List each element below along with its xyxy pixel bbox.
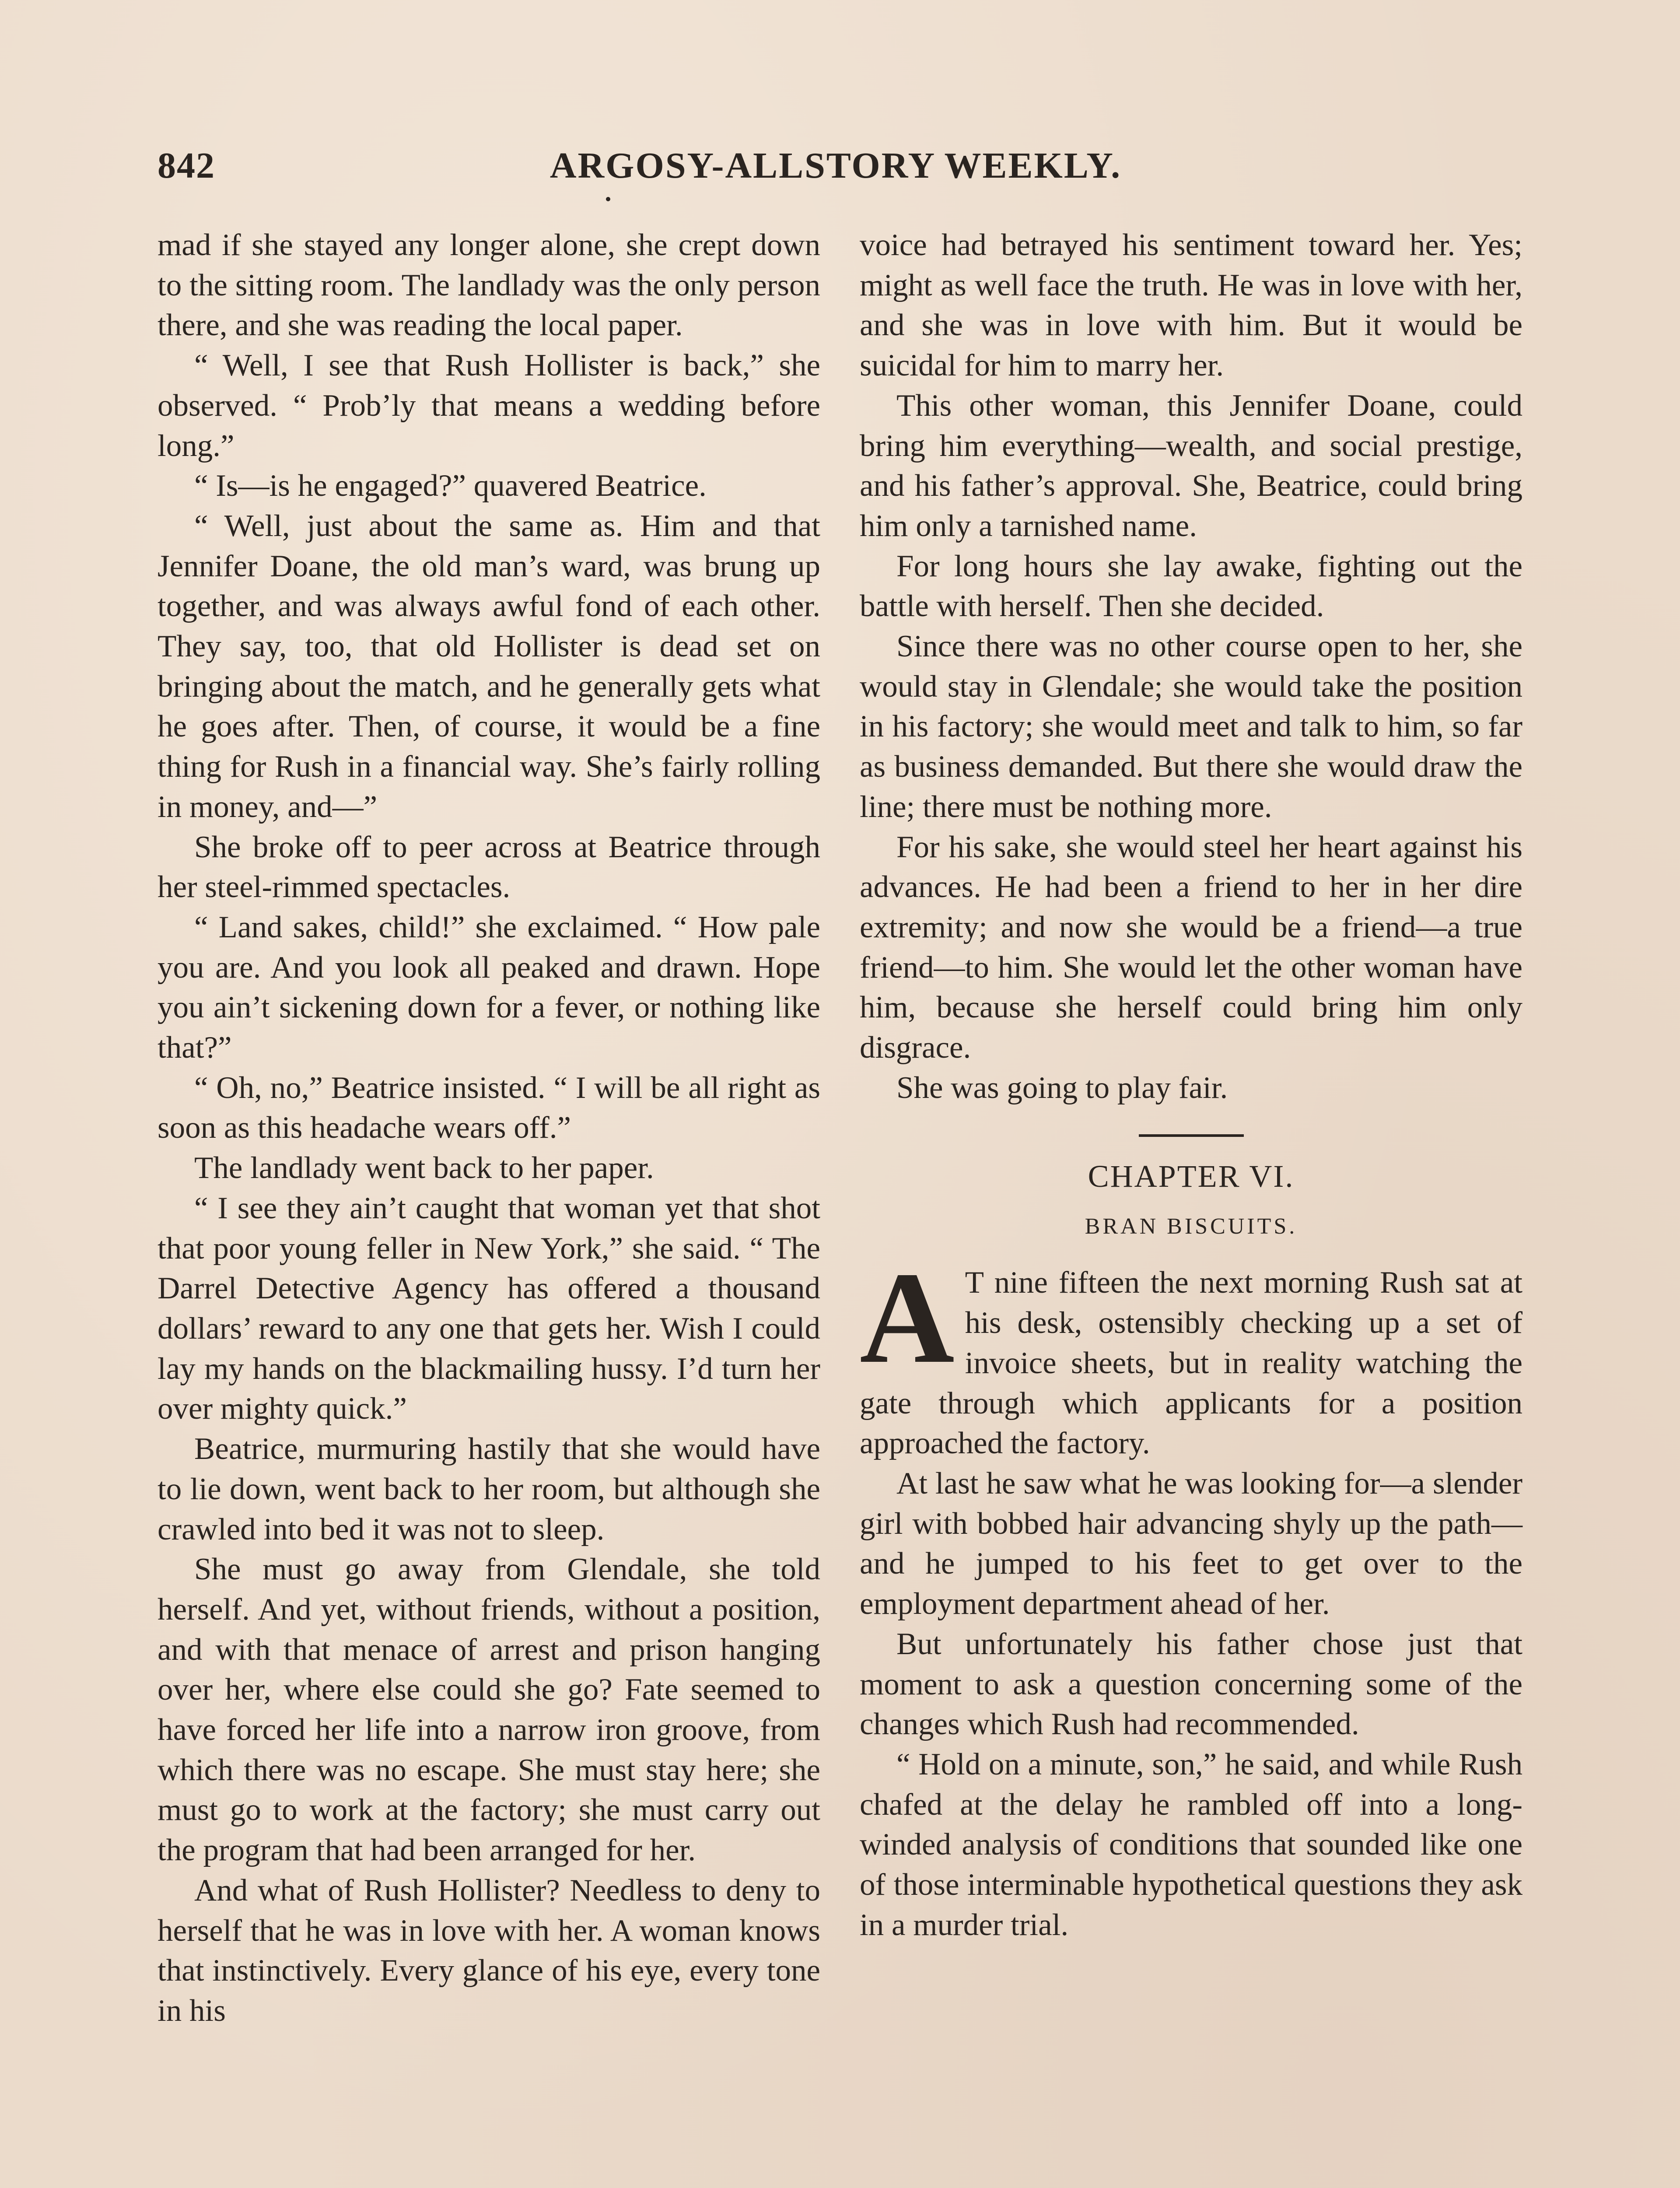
page-number: 842 <box>158 145 215 186</box>
chapter-title: CHAPTER VI. <box>1088 1159 1295 1194</box>
paragraph: “ Land sakes, child!” she exclaimed. “ How pale you are. And you look all peaked and drawn. Hope you ain’t sickening down for a fever, or nothing like that?” <box>158 910 820 1065</box>
paragraph: “ Well, I see that Rush Hollister is back,” she observed. “ Prob’ly that means a wedding before long.” <box>158 348 820 463</box>
paragraph: “ Hold on a minute, son,” he said, and while Rush chafed at the delay he rambled off into a long-winded analysis of conditions that sounded like one of those interminable hypothetical questions they ask in a murder trial. <box>860 1747 1522 1942</box>
paragraph: “ Well, just about the same as. Him and that Jennifer Doane, the old man’s ward, was brung up together, and was always awful fond of each other. They say, too, that old Hollister is dead set on bringing about the match, and he generally gets what he goes after. Then, of course, it would be a fine thing for Rush in a financial way. She’s fairly rolling in money, and—” <box>158 508 820 824</box>
paragraph: She was going to play fair. <box>896 1070 1228 1105</box>
paragraph: The landlady went back to her paper. <box>194 1151 654 1185</box>
paragraph: She must go away from Glendale, she told herself. And yet, without friends, without a position, and with that menace of arrest and prison hanging over her, where else could she go? Fate seemed to have forced her life into a narrow iron groove, from which there was no escape. She must stay here; she must go to work at the factory; she must carry out the program that had been arranged for her. <box>158 1552 820 1868</box>
opening-text: T nine fifteen the next morning Rush sat at his desk, ostensibly checking up a set of invoice sheets, but in reality watching the gate through which applicants for a position approached the factory. <box>860 1266 1522 1461</box>
paragraph: voice had betrayed his sentiment toward her. Yes; might as well face the truth. He was in love with her, and she was in love with him. But it would be suicidal for him to marry her. <box>860 228 1522 383</box>
section-divider <box>1139 1134 1244 1137</box>
paragraph: She broke off to peer across at Beatrice through her steel-rimmed spectacles. <box>158 830 820 905</box>
chapter-subtitle: BRAN BISCUITS. <box>1085 1214 1298 1239</box>
right-column <box>860 225 1522 2188</box>
paragraph: This other woman, this Jennifer Doane, could bring him everything—wealth, and social prestige, and his father’s approval. She, Beatrice, could bring him only a tarnished name. <box>860 388 1522 543</box>
paragraph: And what of Rush Hollister? Needless to deny to herself that he was in love with her. A woman knows that instinctively. Every glance of his eye, every tone in his <box>158 1873 820 2028</box>
page-header <box>158 144 1514 197</box>
text-columns <box>158 225 1522 2188</box>
paragraph: “ I see they ain’t caught that woman yet that shot that poor young feller in New York,” she said. “ The Darrel Detective Agency has offered a thousand dollars’ reward to any one that gets her. Wish I could lay my hands on the blackmailing hussy. I’d turn her over mighty quick.” <box>158 1191 820 1426</box>
header-dot-ornament <box>606 197 610 201</box>
paragraph: For his sake, she would steel her heart against his advances. He had been a friend to her in her dire extremity; and now she would be a friend—a true friend—to him. She would let the other woman have him, because she herself could bring him only disgrace. <box>860 830 1522 1065</box>
left-column <box>158 225 820 2188</box>
paragraph: At last he saw what he was looking for—a slender girl with bobbed hair advancing shyly up the path—and he jumped to his feet to get over to the employment department ahead of her. <box>860 1466 1522 1621</box>
paragraph: mad if she stayed any longer alone, she crept down to the sitting room. The landlady was the only person there, and she was reading the local paper. <box>158 228 820 343</box>
paragraph: Beatrice, murmuring hastily that she would have to lie down, went back to her room, but although she crawled into bed it was not to sleep. <box>158 1432 820 1546</box>
chapter-opening-paragraph <box>860 1245 1522 1464</box>
paragraph: Since there was no other course open to her, she would stay in Glendale; she would take the position in his factory; she would meet and talk to him, so far as business demanded. But there she would draw the line; there must be nothing more. <box>860 629 1522 824</box>
running-title: ARGOSY-ALLSTORY WEEKLY. <box>550 145 1122 186</box>
paragraph: For long hours she lay awake, fighting out the battle with herself. Then she decided. <box>860 549 1522 624</box>
paragraph: “ Is—is he engaged?” quavered Beatrice. <box>194 469 707 503</box>
paragraph: “ Oh, no,” Beatrice insisted. “ I will be all right as soon as this headache wears off.” <box>158 1070 820 1145</box>
drop-cap: A <box>860 1245 955 1391</box>
paragraph: But unfortunately his father chose just that moment to ask a question concerning some of the changes which Rush had recommended. <box>860 1627 1522 1742</box>
